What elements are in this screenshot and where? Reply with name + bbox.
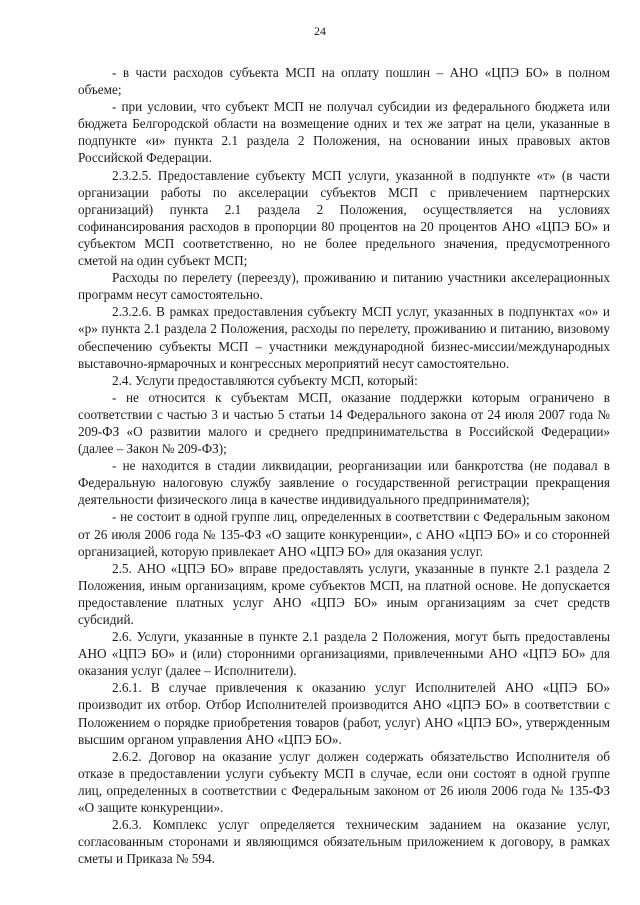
paragraph-not-liquidation: - не находится в стадии ликвидации, реорганизации или банкротства (не подавал в Федеральную налоговую службу заявление о государственной регистрации прекращения деятельности физического лица в качестве индивидуального предпринимателя); [78, 458, 610, 508]
paragraph-2-3-2-5: 2.3.2.5. Предоставление субъекту МСП услуги, указанной в подпункте «т» (в части организации работы по акселерации субъектов МСП с привлечением партнерских организаций) пункта 2.1 раздела 2 Положения, осуществляется на условиях софинансирования расходов в пропорции 80 процентов на 20 процентов АНО «ЦПЭ БО» и субъектом МСП соответственно, но не более предельного значения, предусмотренного сметой на один субъект МСП; [78, 167, 610, 269]
paragraph-travel-expenses: Расходы по перелету (переезду), проживанию и питанию участники акселерационных программ несут самостоятельно. [78, 270, 610, 303]
paragraph-2-6: 2.6. Услуги, указанные в пункте 2.1 раздела 2 Положения, могут быть предоставлены АНО «ЦПЭ БО» и (или) сторонними организациями, привлеченными АНО «ЦПЭ БО» для оказания услуг (далее – Исполнители). [78, 629, 610, 679]
paragraph-2-6-1: 2.6.1. В случае привлечения к оказанию услуг Исполнителей АНО «ЦПЭ БО» производит их отбор. Отбор Исполнителей производится АНО «ЦПЭ БО» в соответствии с Положением о порядке приобретения товаров (работ, услуг) АНО «ЦПЭ БО», утвержденным высшим органом управления АНО «ЦПЭ БО». [78, 680, 610, 747]
paragraph-2-4: 2.4. Услуги предоставляются субъекту МСП, который: [112, 372, 418, 388]
paragraph-not-same-group: - не состоит в одной группе лиц, определенных в соответствии с Федеральным законом от 26 июля 2006 года № 135-ФЗ «О защите конкуренции», с АНО «ЦПЭ БО» и со сторонней организацией, которую привлекает АНО «ЦПЭ БО» для оказания услуг. [78, 509, 610, 559]
paragraph-2-3-2-6: 2.3.2.6. В рамках предоставления субъекту МСП услуг, указанных в подпунктах «о» и «р» пункта 2.1 раздела 2 Положения, расходы по перелету, проживанию и питанию, визовому обеспечению субъекты МСП – участники международной бизнес-миссии/международных выставочно-ярмарочных и конгрессных мероприятий несут самостоятельно. [78, 304, 610, 371]
paragraph-2-6-3: 2.6.3. Комплекс услуг определяется техническим заданием на оказание услуг, согласованным сторонами и являющимся обязательным приложением к договору, в рамках сметы и Приказа № 594. [78, 817, 610, 867]
page-number: 24 [314, 24, 326, 38]
paragraph-not-restricted: - не относится к субъектам МСП, оказание поддержки которым ограничено в соответствии с частью 3 и частью 5 статьи 14 Федерального закона от 24 июля 2007 года № 209-ФЗ «О развитии малого и среднего предпринимательства в Российской Федерации» (далее – Закон № 209-ФЗ); [78, 389, 610, 457]
document-body [78, 64, 610, 867]
paragraph-2-5: 2.5. АНО «ЦПЭ БО» вправе предоставлять услуги, указанные в пункте 2.1 раздела 2 Положения, иным организациям, кроме субъектов МСП, на платной основе. Не допускается предоставление платных услуг АНО «ЦПЭ БО» иным организациям за счет средств субсидий. [78, 560, 610, 627]
paragraph-2-6-2: 2.6.2. Договор на оказание услуг должен содержать обязательство Исполнителя об отказе в предоставлении услуги субъекту МСП в случае, если они состоят в одной группе лиц, определенных в соответствии с Федеральным законом от 26 июля 2006 года № 135-ФЗ «О защите конкуренции». [78, 748, 610, 816]
paragraph-fees-full: - в части расходов субъекта МСП на оплату пошлин – АНО «ЦПЭ БО» в полном объеме; [78, 65, 610, 98]
paragraph-no-subsidy-condition: - при условии, что субъект МСП не получал субсидии из федерального бюджета или бюджета Белгородской области на возмещение одних и тех же затрат на цели, указанные в подпункте «и» пункта 2.1 раздела 2 Положения, на основании иных правовых актов Российской Федерации. [78, 99, 610, 166]
